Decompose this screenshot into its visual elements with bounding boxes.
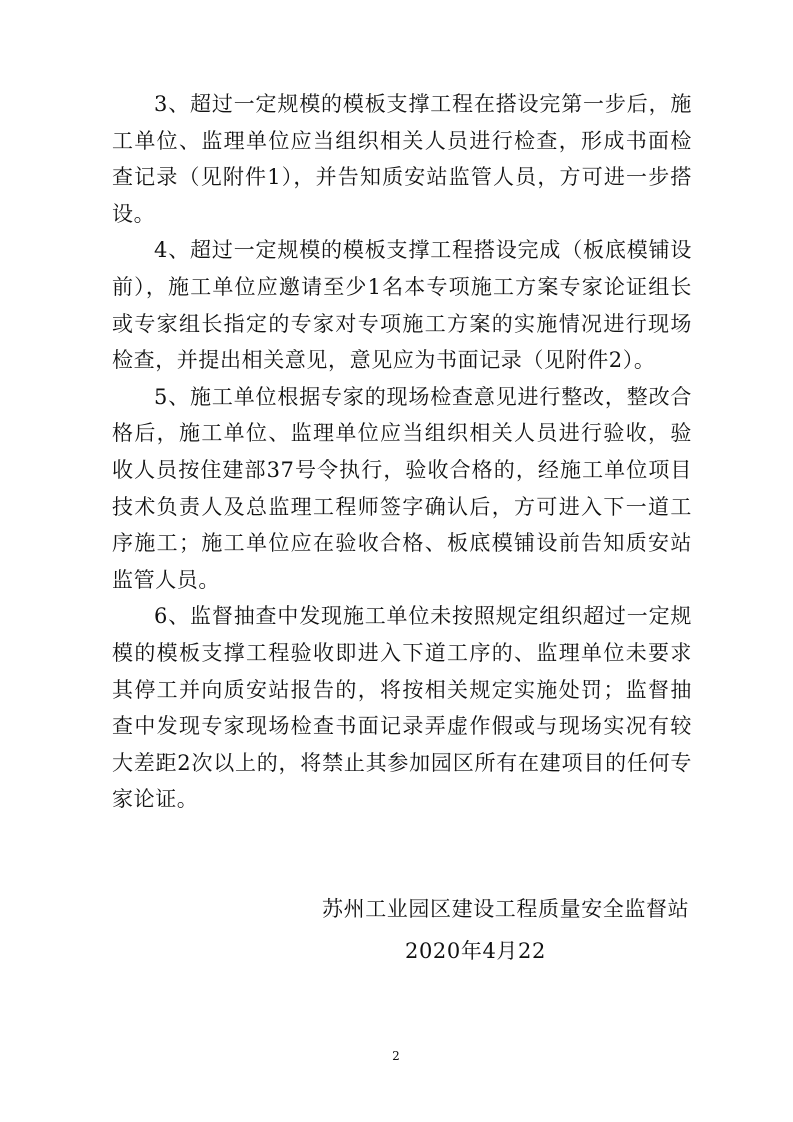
signature-organization: 苏州工业园区建设工程质量安全监督站 <box>322 897 690 921</box>
document-body <box>112 86 692 818</box>
paragraph-item-4: 4、超过一定规模的模板支撑工程搭设完成（板底模铺设前），施工单位应邀请至少1名本专项施工方案专家论证组长或专家组长指定的专家对专项施工方案的实施情况进行现场检查，并提出相关意见，意见应为书面记录（见附件2）。 <box>112 238 692 373</box>
page-number: 2 <box>392 1049 400 1063</box>
paragraph-item-5: 5、施工单位根据专家的现场检查意见进行整改，整改合格后，施工单位、监理单位应当组织相关人员进行验收，验收人员按住建部37号令执行，验收合格的，经施工单位项目技术负责人及总监理工程师签字确认后，方可进入下一道工序施工；施工单位应在验收合格、板底模铺设前告知质安站监管人员。 <box>112 384 692 592</box>
signature-date: 2020年4月22 <box>405 939 546 963</box>
paragraph-item-3: 3、超过一定规模的模板支撑工程在搭设完第一步后，施工单位、监理单位应当组织相关人员进行检查，形成书面检查记录（见附件1），并告知质安站监管人员，方可进一步搭设。 <box>112 92 692 226</box>
paragraph-item-6: 6、监督抽查中发现施工单位未按照规定组织超过一定规模的模板支撑工程验收即进入下道工序的、监理单位未要求其停工并向质安站报告的，将按相关规定实施处罚；监督抽查中发现专家现场检查书面记录弄虚作假或与现场实况有较大差距2次以上的，将禁止其参加园区所有在建项目的任何专家论证。 <box>112 604 692 812</box>
